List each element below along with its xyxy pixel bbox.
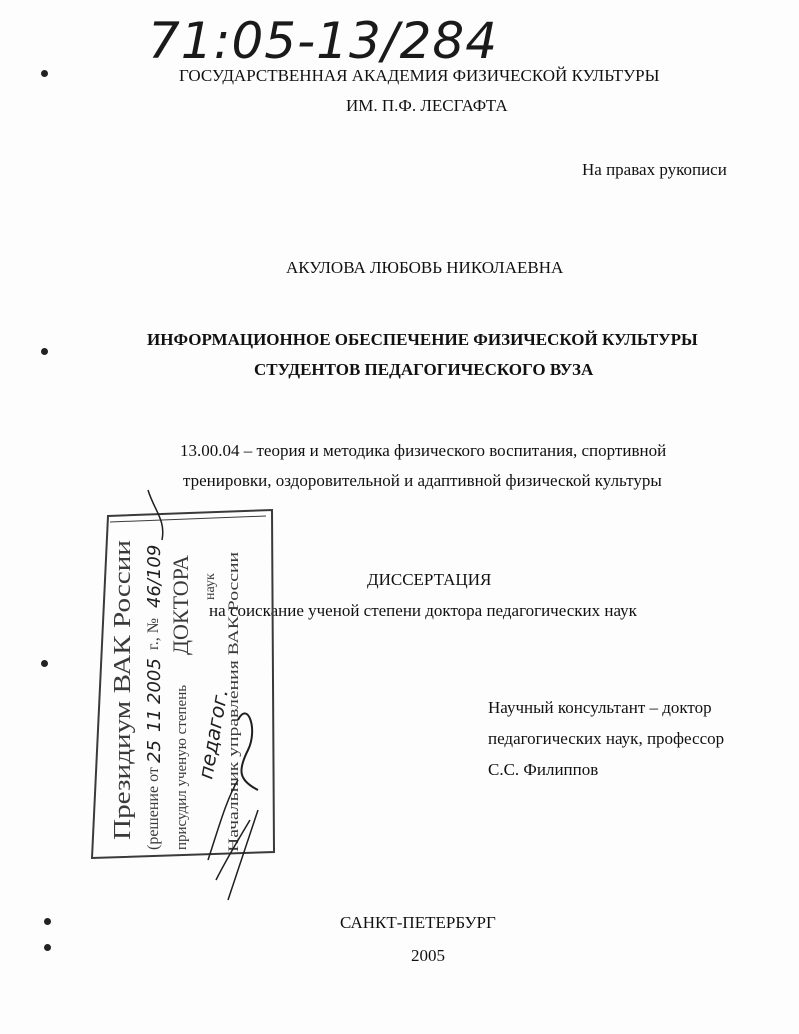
margin-dot bbox=[44, 918, 51, 925]
consultant-line-2: педагогических наук, профессор bbox=[488, 729, 725, 748]
margin-dot bbox=[41, 660, 48, 667]
stamp-frame-inner bbox=[110, 516, 266, 522]
stamp-decision-month: 11 bbox=[144, 709, 165, 732]
stamp-presidium-text: Президиум ВАК России bbox=[110, 593, 136, 840]
stamp-head-of-department: Начальник управления ВАК России bbox=[226, 623, 242, 852]
manuscript-rights-note: На правах рукописи bbox=[582, 160, 727, 179]
handwritten-catalog-number bbox=[148, 10, 499, 70]
vak-certification-stamp bbox=[88, 480, 278, 920]
stamp-decision-day: 25 bbox=[144, 740, 165, 763]
specialty-line-1: 13.00.04 – теория и методика физического воспитания, спортивной bbox=[180, 441, 667, 460]
degree-line: на соискание ученой степени доктора педагогических наук bbox=[209, 601, 637, 620]
stamp-decision-number: 46/109 bbox=[144, 544, 165, 608]
stamp-degree-prefix: присудил ученую степень bbox=[174, 684, 190, 850]
stamp-degree-doctor: ДОКТОРА bbox=[168, 555, 193, 655]
specialty-line-2: тренировки, оздоровительной и адаптивной физической культуры bbox=[183, 471, 662, 490]
author-name: АКУЛОВА ЛЮБОВЬ НИКОЛАЕВНА bbox=[286, 258, 564, 277]
margin-dot bbox=[44, 944, 51, 951]
stamp-decision-year: 2005 bbox=[144, 658, 165, 704]
city: САНКТ-ПЕТЕРБУРГ bbox=[340, 913, 496, 932]
document-type: ДИССЕРТАЦИЯ bbox=[367, 570, 492, 589]
consultant-line-1: Научный консультант – доктор bbox=[488, 698, 712, 717]
handwritten-number-text: 71:05-13/284 bbox=[148, 12, 499, 70]
institution-line-1: ГОСУДАРСТВЕННАЯ АКАДЕМИЯ ФИЗИЧЕСКОЙ КУЛЬТУРЫ bbox=[179, 66, 660, 85]
stamp-decision-mid: г., № bbox=[145, 617, 162, 650]
stamp-science-field: педагог. bbox=[193, 687, 233, 781]
margin-dot bbox=[41, 70, 48, 77]
stamp-decision-prefix: (решение от bbox=[145, 767, 162, 850]
year: 2005 bbox=[411, 946, 445, 965]
margin-dot bbox=[41, 348, 48, 355]
consultant-name: С.С. Филиппов bbox=[488, 760, 599, 779]
thesis-title-line-1: ИНФОРМАЦИОННОЕ ОБЕСПЕЧЕНИЕ ФИЗИЧЕСКОЙ КУЛЬТУРЫ bbox=[147, 330, 698, 349]
thesis-title-line-2: СТУДЕНТОВ ПЕДАГОГИЧЕСКОГО ВУЗА bbox=[254, 360, 594, 379]
institution-line-2: ИМ. П.Ф. ЛЕСГАФТА bbox=[346, 96, 508, 115]
stamp-science-suffix: наук bbox=[203, 573, 218, 600]
